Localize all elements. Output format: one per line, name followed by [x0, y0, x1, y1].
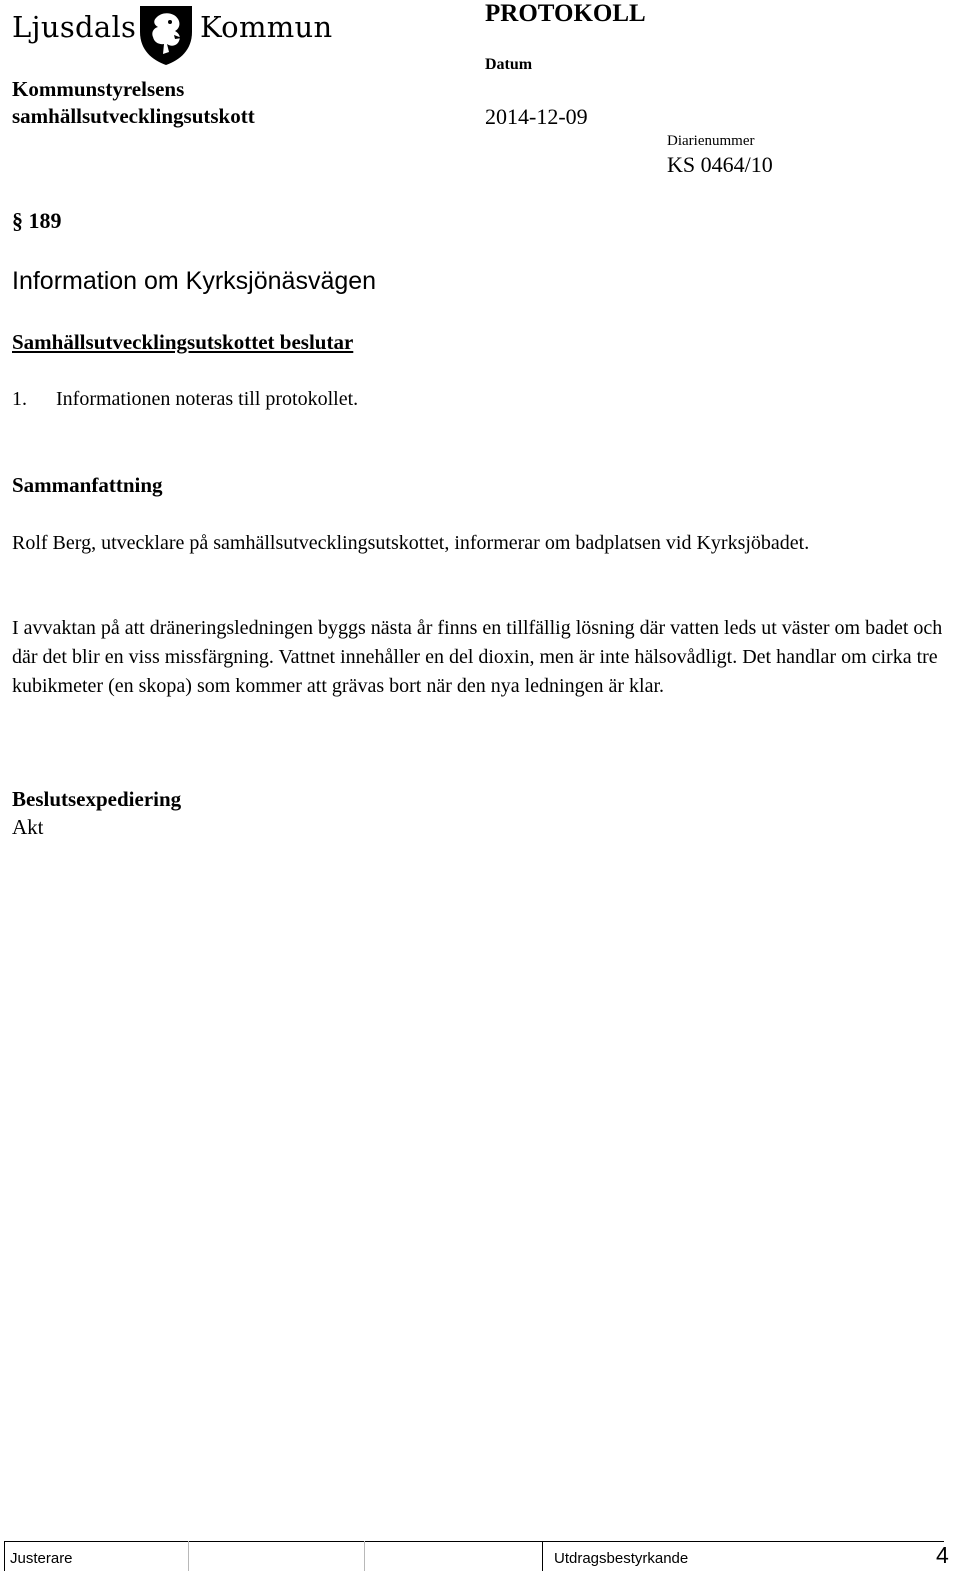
section-title: Information om Kyrksjönäsvägen	[12, 267, 377, 295]
registry-label: Diarienummer	[667, 133, 755, 149]
signature-footer	[4, 1538, 954, 1574]
summary-paragraph-2: I avvaktan på att dräneringsledningen byggs nästa år finns en tillfällig lösning där vatten leds ut väster om badet och där det blir en viss missfärgning. Vattnet innehåller en del dioxin, men är inte hälsovådligt. Det handlar om cirka tre kubikmeter (en skopa) som kommer att grävas bort när den nya ledningen är klar.	[12, 617, 943, 697]
document-type: PROTOKOLL	[485, 0, 646, 27]
shield-lion-icon	[134, 2, 198, 66]
decision-item-number: 1.	[12, 388, 27, 410]
footer-divider	[364, 1541, 365, 1571]
decision-item	[12, 388, 358, 411]
decision-heading: Samhällsutvecklingsutskottet beslutar	[12, 330, 354, 354]
dispatch-value: Akt	[12, 815, 44, 839]
footer-divider	[542, 1541, 543, 1571]
decision-item-text: Informationen noteras till protokollet.	[56, 388, 359, 410]
summary-heading: Sammanfattning	[12, 473, 163, 497]
logo-word-left: Ljusdals	[12, 10, 137, 44]
logo-word-right: Kommun	[200, 10, 333, 44]
organization-line-2: samhällsutvecklingsutskott	[12, 104, 255, 128]
date-label: Datum	[485, 56, 533, 73]
summary-paragraph-1: Rolf Berg, utvecklare på samhällsutvecklingsutskottet, informerar om badplatsen vid Kyrksjöbadet.	[12, 532, 810, 554]
footer-divider	[188, 1541, 189, 1571]
footer-label-utdragsbestyrkande: Utdragsbestyrkande	[554, 1550, 689, 1567]
date-value: 2014-12-09	[485, 104, 588, 129]
registry-value: KS 0464/10	[667, 152, 773, 177]
footer-rule	[4, 1541, 944, 1542]
dispatch-heading: Beslutsexpediering	[12, 787, 182, 811]
footer-divider	[4, 1541, 5, 1571]
footer-label-justerare: Justerare	[10, 1550, 73, 1567]
municipality-logo	[12, 2, 332, 66]
paragraph-number: § 189	[12, 208, 62, 233]
organization-line-1: Kommunstyrelsens	[12, 77, 185, 101]
page-number: 4	[936, 1542, 949, 1568]
